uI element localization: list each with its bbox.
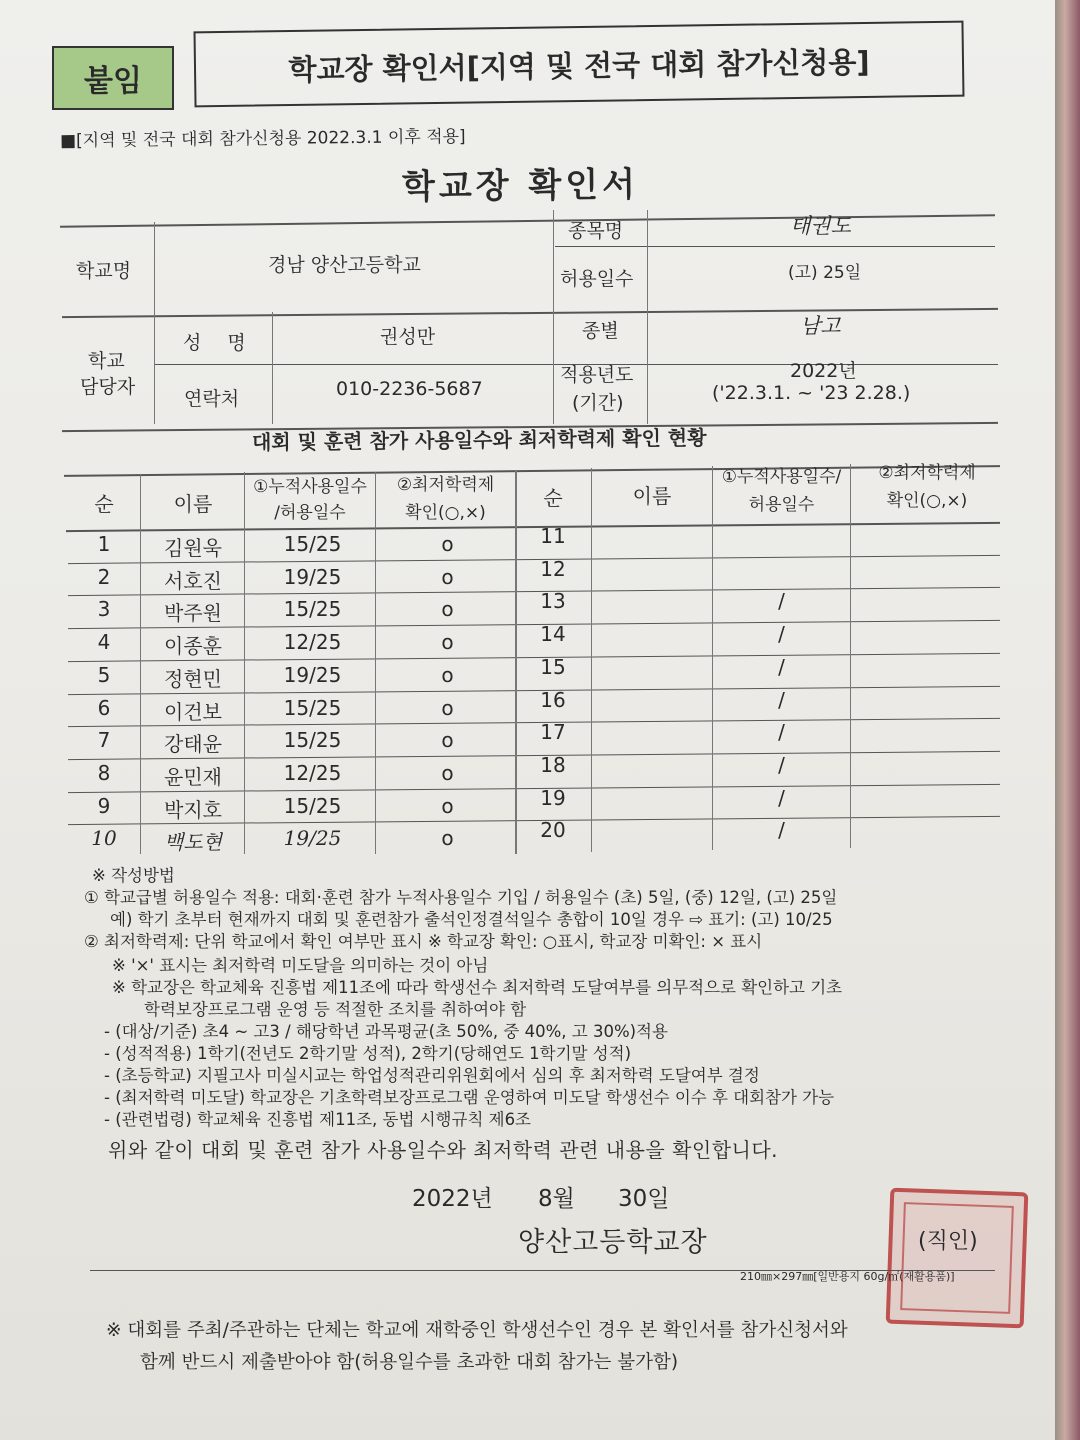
header-name-right: 이름: [632, 484, 672, 508]
contact-label-line2: 담당자: [80, 376, 136, 398]
row-number: 5: [97, 662, 111, 687]
method-heading: ※ 작성방법: [92, 866, 175, 885]
athlete-name: 서호진: [164, 568, 222, 593]
athlete-name: 강태윤: [164, 732, 222, 757]
header-days-right-line1: ①누적사용일수/: [721, 467, 842, 487]
phone-value: 010-2236-5687: [336, 378, 483, 400]
row-number: 9: [97, 793, 111, 818]
row-number: 2: [97, 564, 111, 589]
attachment-tag: 붙임: [52, 46, 174, 110]
date-day: 30일: [618, 1186, 670, 1212]
min-academic-check: o: [441, 564, 454, 589]
header-min-line1: ②최저학력제: [396, 475, 495, 495]
date-year: 2022년: [412, 1186, 493, 1212]
days-used: /: [778, 818, 785, 843]
days-used: 12/25: [283, 630, 342, 655]
header-days-line1: ①누적사용일수: [253, 477, 367, 497]
athlete-name: 윤민재: [164, 764, 222, 789]
days-used: /: [778, 687, 785, 712]
method-line: ① 학교급별 허용일수 적용: 대회·훈련 참가 누적사용일수 기입 / 허용일수 (초) 5일, (중) 12일, (고) 25일: [84, 888, 838, 907]
row-number: 11: [540, 524, 566, 548]
footer-note-1: ※ 대회를 주최/주관하는 단체는 학교에 재학중인 학생선수인 경우 본 확인서를 참가신청서와: [106, 1320, 848, 1341]
header-min-line2: 확인(○,×): [405, 503, 486, 523]
method-line: ※ 학교장은 학교체육 진흥법 제11조에 따라 학생선수 최저학력 도달여부를 의무적으로 확인하고 기초: [112, 978, 843, 997]
days-used: 15/25: [283, 728, 342, 753]
background-edge: [1055, 0, 1080, 1440]
row-number: 18: [540, 752, 566, 777]
row-number: 10: [91, 826, 117, 851]
days-used: 15/25: [283, 597, 342, 622]
athlete-name: 이종훈: [164, 634, 222, 659]
period-label: (기간): [572, 392, 624, 414]
row-number: 6: [97, 695, 111, 720]
days-used: /: [778, 752, 785, 777]
date-month: 8월: [538, 1186, 575, 1212]
row-number: 8: [97, 760, 111, 785]
category-label: 종별: [582, 320, 619, 342]
period-value: ('22.3.1. ~ '23 2.28.): [712, 382, 911, 404]
school-value: 경남 양산고등학교: [268, 254, 421, 276]
header-no: 순: [94, 492, 114, 516]
document-title: 학교장 확인서: [401, 164, 640, 208]
confirm-text: 위와 같이 대회 및 훈련 참가 사용일수와 최저학력 관련 내용을 확인합니다.: [108, 1138, 779, 1162]
seal-mark: (직인): [918, 1229, 978, 1254]
min-academic-check: o: [441, 532, 454, 556]
row-number: 17: [540, 720, 566, 745]
row-number: 14: [540, 622, 566, 647]
allowed-days-value: (고) 25일: [788, 263, 862, 283]
min-academic-check: o: [441, 662, 454, 687]
min-academic-check: o: [441, 597, 454, 622]
min-academic-check: o: [441, 728, 454, 753]
days-used: 12/25: [283, 760, 342, 785]
min-academic-check: o: [441, 630, 454, 655]
days-used: 15/25: [283, 695, 342, 720]
days-used: /: [778, 654, 785, 679]
days-used: 15/25: [283, 532, 342, 556]
min-academic-check: o: [441, 760, 454, 785]
sport-value: 태권도: [790, 214, 851, 238]
header-name: 이름: [173, 492, 213, 516]
method-line: - (성적적용) 1학기(전년도 2학기말 성적), 2학기(당해연도 1학기말 성적): [104, 1044, 632, 1063]
athlete-name: 정현민: [164, 666, 222, 691]
days-used: 15/25: [283, 793, 342, 818]
athlete-name: 이건보: [164, 699, 222, 724]
applicability-note: ■[지역 및 전국 대회 참가신청용 2022.3.1 이후 적용]: [59, 126, 466, 152]
header-min-right-line2: 확인(○,×): [886, 491, 968, 511]
athlete-name: 김원욱: [164, 536, 222, 560]
row-number: 1: [97, 532, 111, 556]
year-label: 적용년도: [560, 364, 634, 386]
days-used: 19/25: [283, 564, 342, 589]
method-line: 예) 학기 초부터 현재까지 대회 및 훈련참가 출석인정결석일수 총합이 10일 경우 ⇨ 표기: (고) 10/25: [110, 910, 833, 929]
min-academic-check: o: [441, 793, 454, 818]
athlete-name: 백도현: [164, 830, 222, 855]
days-used: /: [778, 589, 785, 614]
row-number: 12: [540, 556, 566, 581]
athlete-name: 박주원: [164, 601, 222, 626]
min-academic-check: o: [441, 695, 454, 720]
name-label: 성 명: [183, 332, 256, 354]
header-title: 학교장 확인서[지역 및 전국 대회 참가신청용]: [194, 21, 965, 108]
school-seal: [886, 1188, 1029, 1329]
method-line: 학력보장프로그램 운영 등 적절한 조치를 취하여야 함: [144, 1000, 527, 1019]
status-title: 대회 및 훈련 참가 사용일수와 최저학력제 확인 현황: [251, 425, 707, 455]
category-value: 남고: [800, 314, 841, 338]
days-used: 19/25: [283, 826, 342, 851]
paper-spec: 210㎜×297㎜[일반용지 60g/㎡(재활용품)]: [740, 1270, 955, 1283]
header-days-right-line2: 허용일수: [748, 495, 815, 515]
phone-label: 연락처: [184, 388, 240, 410]
days-used: /: [778, 622, 785, 647]
athlete-name: 박지호: [164, 797, 222, 822]
school-label: 학교명: [76, 260, 132, 282]
days-used: /: [778, 785, 785, 810]
days-used: /: [778, 720, 785, 745]
method-line: - (대상/기준) 초4 ~ 고3 / 해당학년 과목평균(초 50%, 중 40%, 고 30%)적용: [104, 1022, 668, 1041]
method-line: - (초등학교) 지필고사 미실시교는 학업성적관리위원회에서 심의 후 최저학력 도달여부 결정: [104, 1066, 760, 1085]
contact-label-line1: 학교: [88, 350, 125, 372]
row-number: 16: [540, 687, 566, 712]
method-line: - (최저학력 미도달) 학교장은 기초학력보장프로그램 운영하여 미도달 학생선수 이수 후 대회참가 가능: [104, 1088, 835, 1107]
header-min-right-line1: ②최저학력제: [878, 463, 976, 483]
principal-name: 양산고등학교장: [518, 1227, 708, 1258]
method-line: - (관련법령) 학교체육 진흥법 제11조, 동법 시행규칙 제6조: [104, 1110, 531, 1129]
row-number: 20: [540, 818, 566, 843]
row-number: 7: [97, 728, 111, 753]
sport-label: 종목명: [568, 220, 624, 242]
row-number: 13: [540, 589, 566, 614]
allowed-days-label: 허용일수: [560, 268, 634, 290]
footer-note-2: 함께 반드시 제출받아야 함(허용일수를 초과한 대회 참가는 불가함): [140, 1352, 679, 1373]
header-no-right: 순: [543, 486, 563, 510]
row-number: 3: [97, 597, 111, 622]
row-number: 15: [540, 654, 566, 679]
row-number: 4: [97, 630, 111, 655]
days-used: 19/25: [283, 662, 342, 687]
header-days-line2: /허용일수: [274, 503, 346, 523]
row-number: 19: [540, 785, 566, 810]
method-line: ② 최저학력제: 단위 학교에서 확인 여부만 표시 ※ 학교장 확인: ○표시, 학교장 미확인: × 표시: [84, 932, 763, 951]
method-line: ※ '×' 표시는 최저학력 미도달을 의미하는 것이 아님: [112, 956, 489, 975]
year-value: 2022년: [790, 360, 857, 382]
name-value: 권성만: [380, 326, 436, 348]
min-academic-check: o: [441, 826, 454, 851]
